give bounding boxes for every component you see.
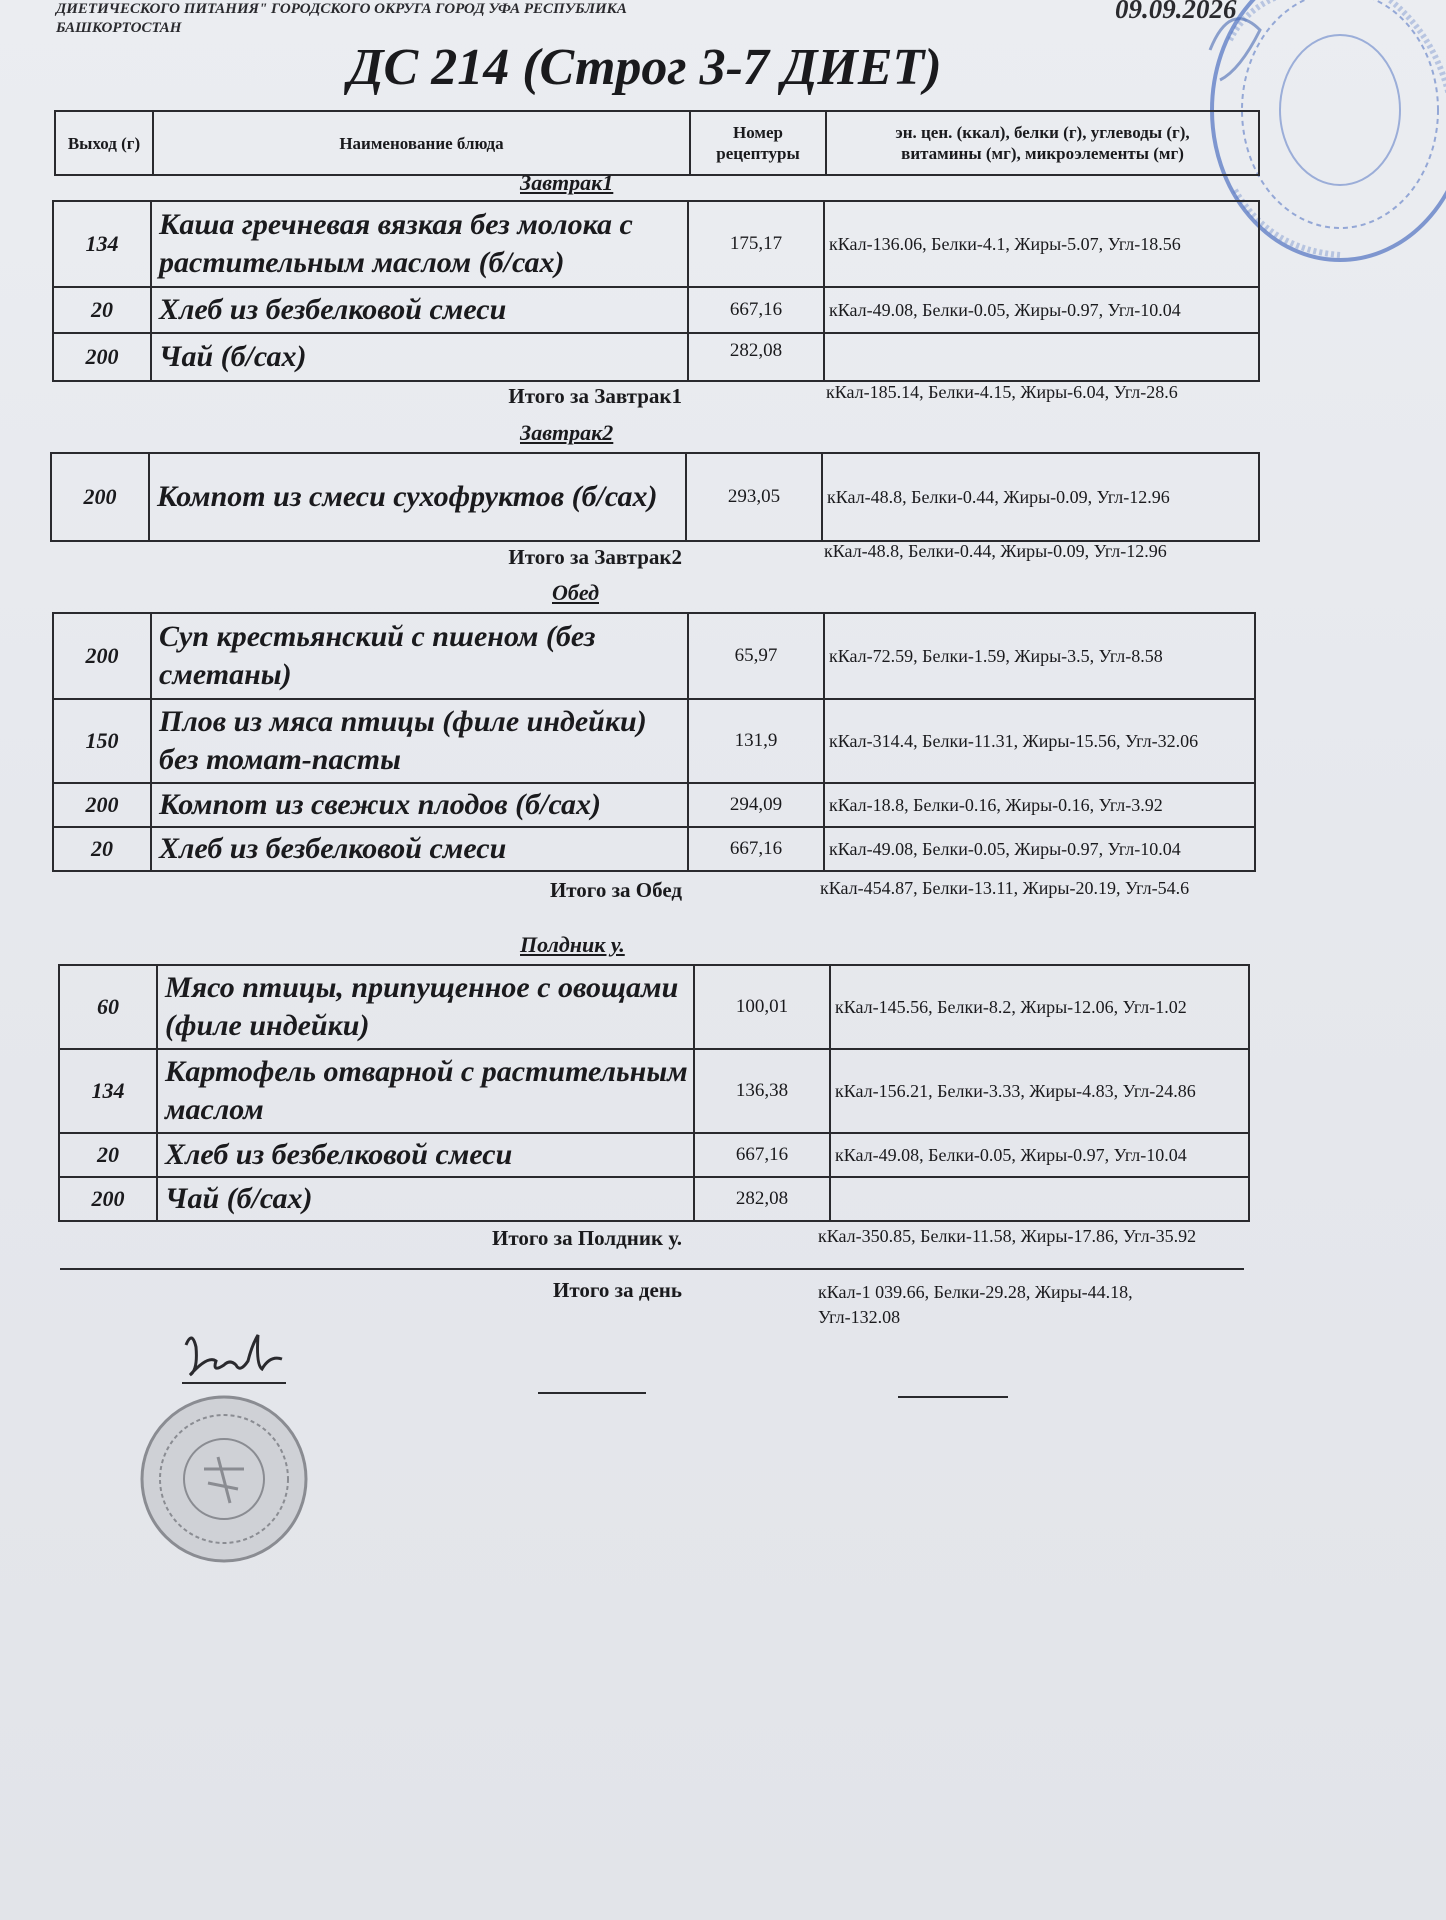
row-recipe: 65,97 — [689, 614, 825, 698]
signature-line-2 — [898, 1396, 1008, 1398]
row-nutrition: кКал-48.8, Белки-0.44, Жиры-0.09, Угл-12.96 — [823, 454, 1260, 540]
total-label-snack: Итого за Полдник у. — [492, 1226, 682, 1250]
row-nutrition: кКал-49.08, Белки-0.05, Жиры-0.97, Угл-10.04 — [825, 288, 1260, 332]
row-output: 200 — [54, 334, 152, 380]
row-nutrition: кКал-156.21, Белки-3.33, Жиры-4.83, Угл-24.86 — [831, 1050, 1250, 1132]
table-row — [60, 966, 1250, 1050]
row-output: 200 — [54, 784, 152, 826]
row-output: 20 — [60, 1134, 158, 1176]
round-stamp-bottom-icon — [138, 1393, 310, 1565]
day-total-value: кКал-1 039.66, Белки-29.28, Жиры-44.18, Угл-132.08 — [818, 1282, 1133, 1327]
organization-line-2: БАШКОРТОСТАН — [56, 20, 182, 36]
section-title-breakfast1: Завтрак1 — [520, 170, 614, 195]
row-nutrition: кКал-136.06, Белки-4.1, Жиры-5.07, Угл-18.56 — [825, 202, 1260, 286]
column-output: Выход (г) — [56, 112, 154, 174]
row-nutrition — [825, 334, 1260, 380]
column-nutrition-line-2: витамины (мг), микроэлементы (мг) — [901, 144, 1184, 163]
table-lunch — [52, 612, 1256, 872]
table-row — [54, 202, 1260, 288]
day-total-divider — [60, 1268, 1244, 1270]
row-dish-name: Мясо птицы, припущенное с овощами (филе индейки) — [158, 966, 695, 1048]
table-breakfast1 — [52, 200, 1260, 382]
row-recipe: 667,16 — [689, 828, 825, 870]
row-output: 60 — [60, 966, 158, 1048]
row-nutrition: кКал-49.08, Белки-0.05, Жиры-0.97, Угл-10.04 — [825, 828, 1256, 870]
row-dish-name: Суп крестьянский с пшеном (без сметаны) — [152, 614, 689, 698]
table-breakfast2 — [50, 452, 1260, 542]
row-output: 134 — [54, 202, 152, 286]
row-recipe: 293,05 — [687, 454, 823, 540]
row-dish-name: Каша гречневая вязкая без молока с растительным маслом (б/сах) — [152, 202, 689, 286]
page-title: ДС 214 (Строг 3-7 ДИЕТ) — [348, 39, 942, 96]
row-recipe: 667,16 — [689, 288, 825, 332]
total-value-breakfast1: кКал-185.14, Белки-4.15, Жиры-6.04, Угл-28.6 — [826, 382, 1178, 402]
column-recipe — [691, 112, 827, 174]
column-nutrition-line-1: эн. цен. (ккал), белки (г), углеводы (г), — [895, 123, 1190, 142]
table-row — [54, 700, 1256, 784]
row-dish-name: Чай (б/сах) — [158, 1178, 695, 1220]
table-row — [54, 784, 1256, 828]
table-row — [54, 334, 1260, 382]
section-title-breakfast2: Завтрак2 — [520, 420, 614, 445]
row-nutrition: кКал-72.59, Белки-1.59, Жиры-3.5, Угл-8.58 — [825, 614, 1256, 698]
table-row — [52, 454, 1260, 542]
row-dish-name: Хлеб из безбелковой смеси — [152, 828, 689, 870]
row-output: 200 — [60, 1178, 158, 1220]
column-recipe-line-1: Номер — [733, 123, 783, 142]
row-dish-name: Хлеб из безбелковой смеси — [158, 1134, 695, 1176]
column-recipe-line-2: рецептуры — [716, 144, 800, 163]
row-recipe: 294,09 — [689, 784, 825, 826]
row-nutrition: кКал-49.08, Белки-0.05, Жиры-0.97, Угл-10.04 — [831, 1134, 1250, 1176]
row-dish-name: Плов из мяса птицы (филе индейки) без томат-пасты — [152, 700, 689, 782]
table-row — [54, 828, 1256, 872]
row-recipe: 100,01 — [695, 966, 831, 1048]
table-header — [54, 110, 1260, 176]
row-output: 20 — [54, 288, 152, 332]
table-row — [60, 1134, 1250, 1178]
total-value-lunch: кКал-454.87, Белки-13.11, Жиры-20.19, Угл-54.6 — [820, 878, 1190, 898]
table-row — [54, 288, 1260, 334]
row-recipe: 131,9 — [689, 700, 825, 782]
organization-header — [56, 0, 627, 38]
table-row — [54, 614, 1256, 700]
row-recipe: 667,16 — [695, 1134, 831, 1176]
row-nutrition: кКал-145.56, Белки-8.2, Жиры-12.06, Угл-1.02 — [831, 966, 1250, 1048]
total-label-breakfast2: Итого за Завтрак2 — [508, 545, 682, 569]
row-output: 150 — [54, 700, 152, 782]
row-dish-name: Хлеб из безбелковой смеси — [152, 288, 689, 332]
row-recipe: 282,08 — [695, 1178, 831, 1220]
row-dish-name: Картофель отварной с растительным маслом — [158, 1050, 695, 1132]
section-title-lunch: Обед — [552, 580, 599, 605]
row-dish-name: Компот из свежих плодов (б/сах) — [152, 784, 689, 826]
row-recipe: 175,17 — [689, 202, 825, 286]
column-name: Наименование блюда — [154, 112, 691, 174]
total-value-breakfast2: кКал-48.8, Белки-0.44, Жиры-0.09, Угл-12.96 — [824, 541, 1167, 561]
signature-icon — [178, 1325, 298, 1395]
row-output: 200 — [52, 454, 150, 540]
table-row — [60, 1178, 1250, 1222]
row-recipe: 282,08 — [689, 334, 825, 380]
column-nutrition — [827, 112, 1258, 174]
row-dish-name: Чай (б/сах) — [152, 334, 689, 380]
row-dish-name: Компот из смеси сухофруктов (б/сах) — [150, 454, 687, 540]
row-nutrition — [831, 1178, 1250, 1220]
total-label-breakfast1: Итого за Завтрак1 — [508, 384, 682, 408]
row-recipe: 136,38 — [695, 1050, 831, 1132]
organization-line-1: ДИЕТИЧЕСКОГО ПИТАНИЯ" ГОРОДСКОГО ОКРУГА ГОРОД УФА РЕСПУБЛИКА — [56, 1, 627, 17]
table-snack — [58, 964, 1250, 1222]
day-total-label: Итого за день — [553, 1278, 682, 1302]
row-output: 134 — [60, 1050, 158, 1132]
row-output: 200 — [54, 614, 152, 698]
signature-line-1 — [538, 1392, 646, 1394]
row-nutrition: кКал-314.4, Белки-11.31, Жиры-15.56, Угл-32.06 — [825, 700, 1256, 782]
row-nutrition: кКал-18.8, Белки-0.16, Жиры-0.16, Угл-3.92 — [825, 784, 1256, 826]
document-date: 09.09.2026 — [1115, 0, 1237, 24]
total-label-lunch: Итого за Обед — [549, 878, 682, 902]
table-row — [60, 1050, 1250, 1134]
total-value-snack: кКал-350.85, Белки-11.58, Жиры-17.86, Угл-35.92 — [818, 1226, 1197, 1246]
section-title-snack: Полдник у. — [520, 932, 625, 957]
row-output: 20 — [54, 828, 152, 870]
